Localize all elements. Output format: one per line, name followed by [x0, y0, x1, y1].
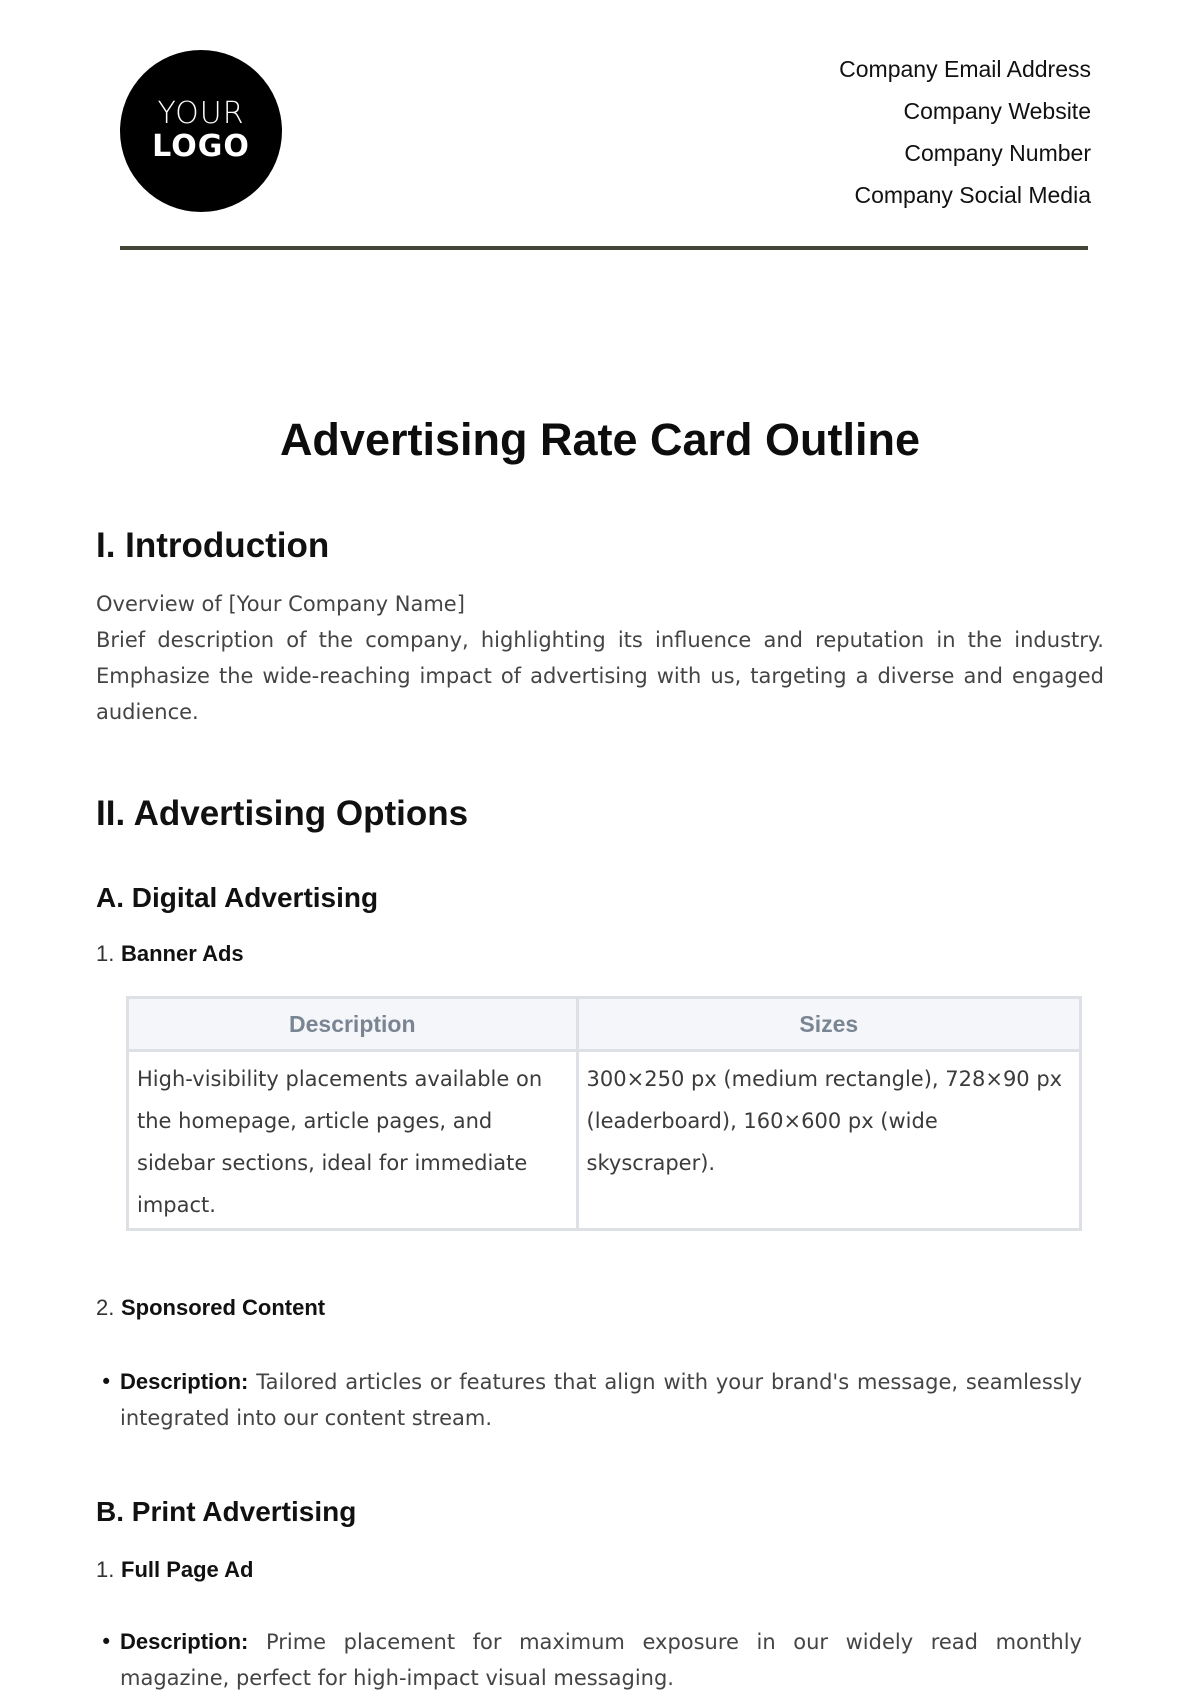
bullet-sponsored-description: [100, 1364, 1082, 1436]
list-number: 1.: [96, 941, 115, 966]
document-title: Advertising Rate Card Outline: [279, 414, 921, 465]
list-number: 2.: [96, 1295, 115, 1320]
company-website: Company Website: [903, 98, 1091, 124]
company-number: Company Number: [904, 140, 1091, 166]
subsection-heading-print-advertising: B. Print Advertising: [96, 1496, 357, 1527]
banner-ads-table: [126, 996, 1082, 1231]
header-divider: [120, 246, 1088, 250]
section-heading-advertising-options: II. Advertising Options: [96, 794, 469, 833]
table-row: [128, 1051, 1081, 1230]
list-item-full-page-ad: [96, 1554, 253, 1586]
company-contact-block: [839, 52, 1091, 220]
section-heading-introduction: I. Introduction: [96, 526, 330, 565]
table-header-sizes: Sizes: [577, 998, 1080, 1051]
bullet-full-page-description: [100, 1624, 1082, 1696]
bullet-text: Prime placement for maximum exposure in our widely read monthly magazine, perfect for high-impact visual messaging.: [120, 1630, 1082, 1690]
logo-text-logo: LOGO: [152, 129, 250, 164]
bullet-text: Tailored articles or features that align with your brand's message, seamlessly integrated into our content stream.: [120, 1370, 1082, 1430]
bullet-text-container: [120, 1624, 1082, 1696]
introduction-overview-label: Overview of [Your Company Name]: [96, 592, 465, 616]
list-item-banner-ads: [96, 938, 244, 970]
list-item-label: Full Page Ad: [121, 1557, 254, 1582]
bullet-key: Description:: [120, 1369, 249, 1394]
table-header-row: [128, 998, 1081, 1051]
list-item-sponsored-content: [96, 1292, 325, 1324]
bullet-dot: •: [100, 1630, 113, 1654]
table-cell-description: High-visibility placements available on the homepage, article pages, and sidebar sections, ideal for immediate impact.: [128, 1051, 578, 1230]
subsection-heading-digital-advertising: A. Digital Advertising: [96, 882, 379, 913]
bullet-key: Description:: [120, 1629, 249, 1654]
list-item-label: Banner Ads: [121, 941, 244, 966]
logo-text-your: YOUR: [157, 96, 245, 131]
bullet-text-container: [120, 1364, 1082, 1436]
company-social-media: Company Social Media: [854, 182, 1091, 208]
company-logo: [120, 50, 282, 212]
table-cell-sizes: 300×250 px (medium rectangle), 728×90 px (leaderboard), 160×600 px (wide skyscraper).: [577, 1051, 1080, 1230]
introduction-body: Brief description of the company, highlighting its influence and reputation in the industry. Emphasize the wide-reaching impact of advertising with us, targeting a diverse and engaged audience.: [96, 628, 1104, 724]
list-item-label: Sponsored Content: [121, 1295, 326, 1320]
list-number: 1.: [96, 1557, 115, 1582]
table-header-description: Description: [128, 998, 578, 1051]
bullet-dot: •: [100, 1370, 113, 1394]
company-email: Company Email Address: [839, 56, 1091, 82]
